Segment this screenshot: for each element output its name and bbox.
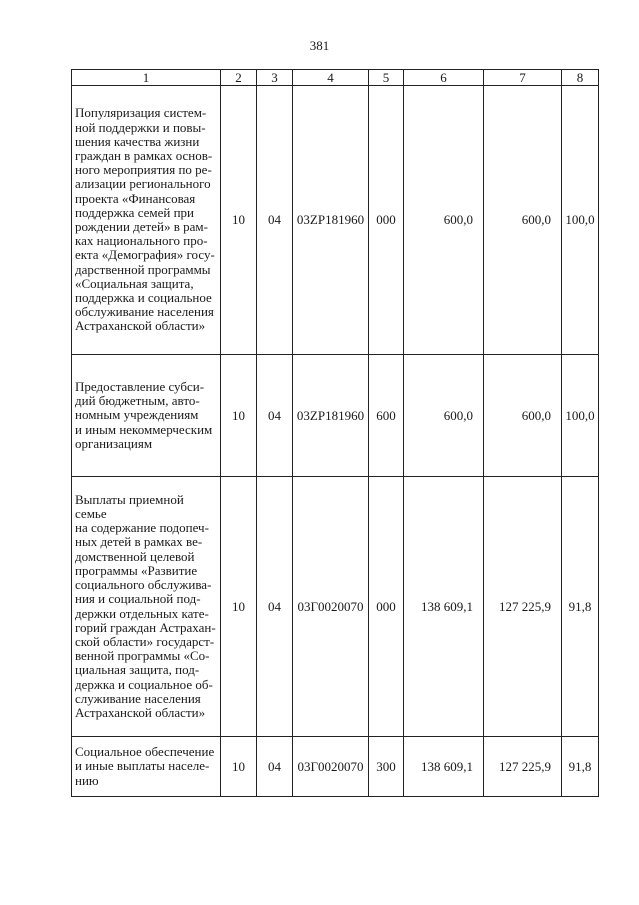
cell-section: 10: [221, 477, 257, 737]
cell-col-6-amount: 600,0: [404, 86, 484, 355]
row-description: [72, 355, 221, 477]
column-header-5: 5: [369, 70, 404, 86]
cell-col-6-amount: 600,0: [404, 355, 484, 477]
cell-section: 10: [221, 86, 257, 355]
row-description: [72, 737, 221, 797]
row-description-text: Предоставление субси- дий бюджетным, авто- номным учреждениям и иным некоммерческим организациям: [75, 378, 213, 451]
cell-subsection: 04: [257, 477, 293, 737]
row-description: [72, 477, 221, 737]
table-header-row: [72, 70, 599, 86]
cell-col-8-percent: 91,8: [562, 737, 599, 797]
cell-col-7-amount: 600,0: [484, 355, 562, 477]
table-row: [72, 355, 599, 477]
table-row: [72, 86, 599, 355]
cell-expense-type: 600: [369, 355, 404, 477]
cell-subsection: 04: [257, 86, 293, 355]
column-header-7: 7: [484, 70, 562, 86]
column-header-3: 3: [257, 70, 293, 86]
cell-expense-type: 300: [369, 737, 404, 797]
cell-expense-type: 000: [369, 477, 404, 737]
cell-subsection: 04: [257, 737, 293, 797]
table-row: [72, 477, 599, 737]
cell-col-6-amount: 138 609,1: [404, 737, 484, 797]
cell-col-7-amount: 600,0: [484, 86, 562, 355]
page-number: 381: [309, 38, 330, 53]
cell-target-article: 03Г0020070: [293, 737, 369, 797]
cell-expense-type: 000: [369, 86, 404, 355]
cell-col-6-amount: 138 609,1: [404, 477, 484, 737]
cell-target-article: 03ZP181960: [293, 355, 369, 477]
column-header-4: 4: [293, 70, 369, 86]
table-row: [72, 737, 599, 797]
cell-col-8-percent: 91,8: [562, 477, 599, 737]
column-header-6: 6: [404, 70, 484, 86]
cell-subsection: 04: [257, 355, 293, 477]
cell-target-article: 03ZP181960: [293, 86, 369, 355]
column-header-2: 2: [221, 70, 257, 86]
row-description-text: Популяризация систем- ной поддержки и повы- шения качества жизни граждан в рамках основ- ного мероприятия по ре- ализации регионального проекта «Финансовая поддержка семей при рождении детей» в рам- ках национального про- екта «Демография» госу- дарственной программы «Социальная защита, поддержка и социальное обслуживание населения Астраханской области»: [75, 105, 215, 334]
row-description: [72, 86, 221, 355]
cell-col-7-amount: 127 225,9: [484, 477, 562, 737]
row-description-text: Социальное обеспечение и иные выплаты населе- нию: [75, 744, 215, 788]
cell-col-8-percent: 100,0: [562, 86, 599, 355]
cell-target-article: 03Г0020070: [293, 477, 369, 737]
column-header-1: 1: [72, 70, 221, 86]
budget-table: [71, 69, 599, 797]
cell-section: 10: [221, 355, 257, 477]
row-description-text: Выплаты приемной семье на содержание подопеч- ных детей в рамках ве- домственной целевой программы «Развитие социального обслужива- ния и социальной под- держки отдельных кате- горий граждан Астрахан- ской области» государст- венной программы «Со- циальная защита, под- держка и социальное об- служивание населения Астраханской области»: [75, 491, 216, 720]
cell-section: 10: [221, 737, 257, 797]
column-header-8: 8: [562, 70, 599, 86]
cell-col-8-percent: 100,0: [562, 355, 599, 477]
cell-col-7-amount: 127 225,9: [484, 737, 562, 797]
